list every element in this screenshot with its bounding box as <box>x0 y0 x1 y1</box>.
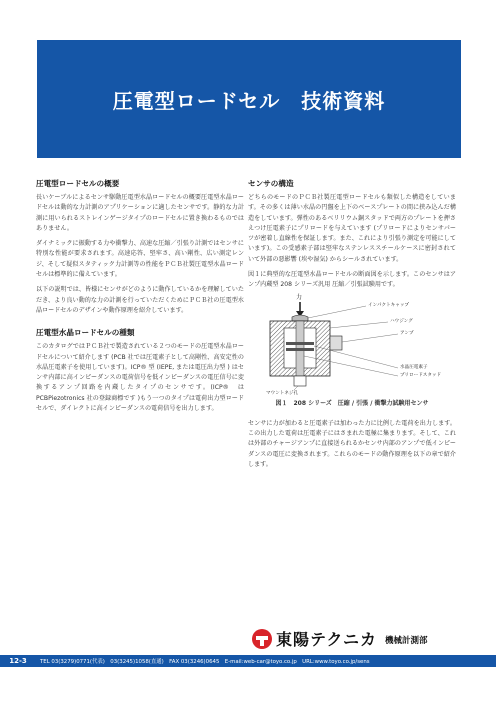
preload-stud-label: プリロードスタッド <box>400 372 442 378</box>
impact-cap-label: インパクトキャップ <box>368 302 410 308</box>
company-logo <box>252 627 377 650</box>
right-column <box>248 178 456 475</box>
crystal-label: 水晶圧電素子 <box>400 364 428 370</box>
structure-paragraph-1: どちらのモードのＰＣＢ社製圧電型ロードセルも類似した構造をしています。その多くは薄い水晶の円盤を上下のベースプレートの間に挟み込んだ構造をしています。弾性のあるベリリウム銅スタッドで両方のプレートを押さえつけ圧電素子にプリロードを与えています (プリロードによりセンサパーツが密着し直線性を保証します。また、これにより引張り測定を可能にしています)。この受感素子部は堅牢なステンレススチールケースに密封されていて外部の悪影響 (埃や湿気) からシールされています。 <box>248 194 456 263</box>
structure-paragraph-3: センサに力が加わると圧電素子は加わった力に比例した電荷を出力します。この出力した電荷は圧電素子にはさまれた電極に集まります。そして、これは外部のチャージアンプに直接送られるかセンサ内部のアンプで低インピーダンスの電圧に変換されます。これらのモードの動作原理を以下の章で紹介します。 <box>248 419 456 468</box>
figure-caption: 図１ 208 シリーズ 圧縮 / 引張 / 衝撃力試験用センサ <box>275 399 429 407</box>
overview-paragraph-3: 以下の説明では、皆様にセンサがどのように動作しているかを理解していただき、より良い動的な力の計測を行っていただくためにＰＣＢ社の圧電型水晶ロードセルのデザインや動作原理を紹介しています。 <box>36 286 244 314</box>
structure-paragraph-2: 図１に典型的な圧電型水晶ロードセルの断面図を示します。このセンサはアンプ内蔵型 208 シリーズ汎用 圧縮／引張試験用です。 <box>248 271 456 289</box>
page-number: 12-3 <box>9 657 27 665</box>
footer-bar <box>0 655 496 667</box>
amp-label: アンプ <box>400 330 414 336</box>
section-heading-structure: センサの構造 <box>248 179 294 188</box>
force-label: 力 <box>296 293 303 301</box>
left-column <box>36 178 244 419</box>
cross-section-drawing <box>248 296 456 396</box>
section-heading-types: 圧電型水晶ロードセルの種類 <box>36 328 135 338</box>
section-heading-overview: 圧電型ロードセルの概要 <box>36 179 120 188</box>
page-title: 圧電型ロードセル 技術資料 <box>112 88 386 113</box>
mount-hole-label: マウントネジ孔 <box>266 390 299 396</box>
company-name: 東陽テクニカ <box>276 630 378 649</box>
overview-paragraph-1: 長いケーブルによるセンサ駆動圧電型水晶ロードセルの概要圧電型水晶ロードセルは動的な力計測のアプリケーションに適したセンサです。静的な力計測に用いられるストレインゲージタイプのロードセルに置き換わるものではありません。 <box>36 194 244 232</box>
load-cell-diagram <box>248 293 456 396</box>
contact-info: TEL 03(3279)0771(代表) 03(3245)1058(直通) FAX 03(3246)0645 E-mail:web-car@toyo.co.jp URL:www.toyo.co.jp/sens <box>40 659 370 665</box>
overview-paragraph-2: ダイナミックに振動する力や衝撃力、高速な圧縮／引張り計測ではセンサに特別な性能が要求されます。高速応答、堅牢さ、高い剛性、広い測定レンジ、そして疑似スタティック力計測等の性能をＰＣＢ社製圧電型水晶ロードセルは標準的に備えています。 <box>36 240 244 279</box>
division-name: 機械計測部 <box>385 636 428 646</box>
title-banner <box>37 40 461 158</box>
types-paragraph: このカタログではＰＣＢ社で製造されている２つのモードの圧電型水晶ロードセルについて紹介します (PCB 社では圧電素子として高剛性、高安定性の水晶圧電素子を使用しています)。ICP® 型 (IEPE, または電圧出力型 ) はセンサ内部に高インピーダンスの電荷信号を低インピーダンスの電圧信号に変換するアンプ回路を内蔵したタイプのセンサです。(ICP® は PCBPiezotronics 社の登録商標です )もう一つのタイプは電荷出力型ロードセルで、ダイレクトに高インピーダンスの電荷信号を出力します。 <box>36 343 244 413</box>
logo-mark-icon <box>252 629 272 649</box>
housing-label: ハウジング <box>390 318 413 324</box>
